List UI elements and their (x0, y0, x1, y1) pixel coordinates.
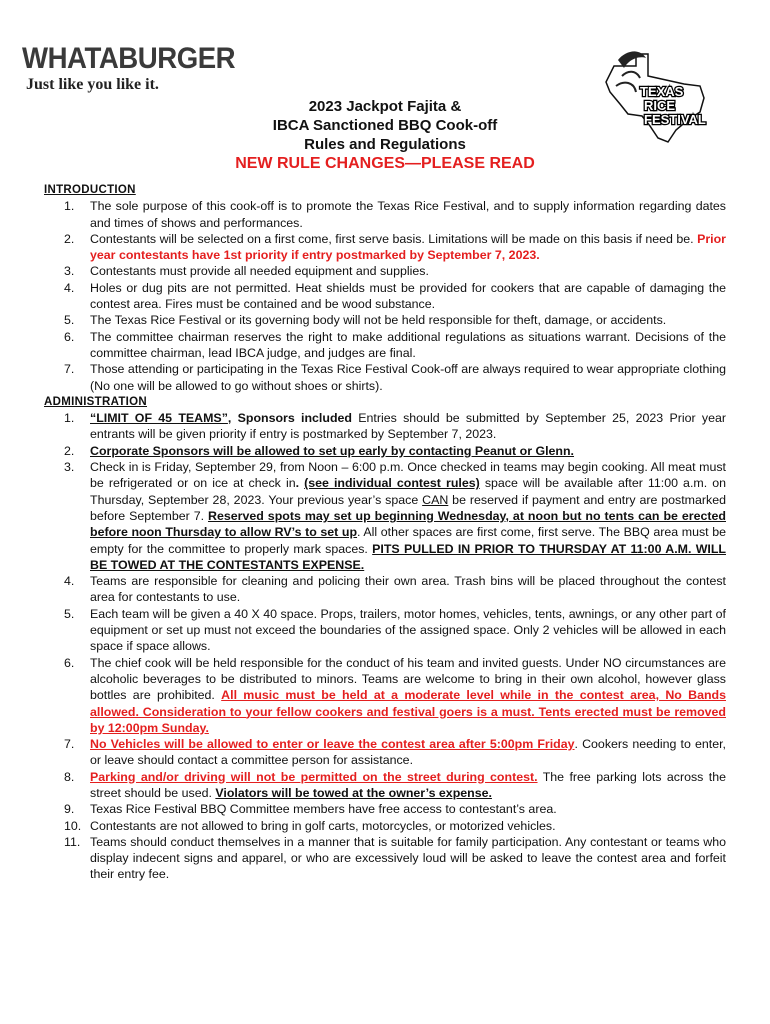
list-item: 6. The chief cook will be held responsible for the conduct of his team and invited guests. Under NO circumstances are alcoholic beverages to be distributed to minors. Teams are welcome to bring in their own alcohol, however glass bottles are prohibited. All music must be held at a moderate level while in the contest area, No Bands allowed. Consideration to your fellow cookers and festival goers is a must. Tents erected must be removed by 12:00pm Sunday. (64, 655, 726, 735)
section-heading-introduction: INTRODUCTION (44, 184, 136, 196)
list-item: 3. Check in is Friday, September 29, from Noon – 6:00 p.m. Once checked in teams may begin cooking. All meat must be refrigerated or on ice at check in. (see individual contest rules) space will be available after 11:00 a.m. on Thursday, September 28, 2023. Your previous year’s space CAN be reserved if payment and entry are postmarked before September 7. Reserved spots may set up beginning Wednesday, at noon but no tents can be erected before noon Thursday to allow RV’s to set up. All other spaces are first come, first serve. The BBQ area must be empty for the committee to properly mark spaces. PITS PULLED IN PRIOR TO THURSDAY AT 11:00 A.M. WILL BE TOWED AT THE CONTESTANTS EXPENSE. (64, 460, 726, 572)
logo-rice-text: RICE (644, 98, 676, 113)
list-item: 6. The committee chairman reserves the right to make additional regulations as situations warrant. Decisions of the committee chairman, lead IBCA judge, and judges are final. (64, 329, 726, 360)
list-item: 10. Contestants are not allowed to bring in golf carts, motorcycles, or motorized vehicles. (64, 818, 556, 833)
list-item: 8. Parking and/or driving will not be permitted on the street during contest. The free parking lots across the street should be used. Violators will be towed at the owner’s expense. (64, 769, 726, 800)
logo-wordmark: WHATABURGER (22, 42, 236, 75)
list-item: 5. The Texas Rice Festival or its governing body will not be held responsible for theft, damage, or accidents. (64, 313, 667, 328)
list-item: 11. Teams should conduct themselves in a manner that is suitable for family participation. Any contestant or teams who display indecent signs and apparel, or who are excessively loud will be asked to leave the contest area and forfeit their entry fee. (64, 834, 726, 882)
rules-body (44, 182, 726, 883)
list-item: 7. Those attending or participating in the Texas Rice Festival Cook-off are always required to wear appropriate clothing (No one will be allowed to go without shoes or shirts). (64, 362, 726, 393)
administration-list (44, 410, 726, 883)
list-item: 9. Texas Rice Festival BBQ Committee members have free access to contestant’s area. (64, 802, 557, 817)
whataburger-logo (22, 42, 236, 94)
section-heading-administration: ADMINISTRATION (44, 395, 148, 408)
introduction-list (44, 198, 726, 394)
list-item: 5. Each team will be given a 40 X 40 space. Props, trailers, motor homes, vehicles, tents, awnings, or any other part of equipment or set up must not exceed the boundaries of the assigned space. Only 2 vehicles will be allowed in each space if space allows. (64, 606, 726, 654)
document-title (0, 97, 770, 173)
list-item: 2. Corporate Sponsors will be allowed to set up early by contacting Peanut or Glenn. (64, 443, 575, 458)
list-item: 1. “LIMIT OF 45 TEAMS”, Sponsors included Entries should be submitted by September 25, 2023 Prior year entrants will be given priority if entry is postmarked by September 7, 2023. (64, 411, 726, 442)
list-item: 2. Contestants will be selected on a first come, first serve basis. Limitations will be made on this basis if need be. Prior year contestants have 1st priority if entry postmarked by September 7, 2023. (64, 231, 726, 263)
logo-festival-text: FESTIVAL (644, 112, 706, 127)
title-line-2: IBCA Sanctioned BBQ Cook-off (272, 117, 498, 134)
title-notice: NEW RULE CHANGES—PLEASE READ (235, 155, 535, 172)
list-item: 4. Holes or dug pits are not permitted. Heat shields must be provided for cookers that are capable of damaging the contest area. Fires must be contained and be wood substance. (64, 280, 726, 312)
logo-tagline: Just like you like it. (26, 76, 159, 93)
logo-texas-text: TEXAS (640, 84, 684, 99)
list-item: 1. The sole purpose of this cook-off is to promote the Texas Rice Festival, and to supply information regarding dates and times of shows and performances. (64, 199, 726, 230)
list-item: 3. Contestants must provide all needed equipment and supplies. (64, 264, 429, 279)
title-line-1: 2023 Jackpot Fajita & (308, 98, 462, 115)
title-line-3: Rules and Regulations (304, 136, 466, 153)
list-item: 7. No Vehicles will be allowed to enter or leave the contest area after 5:00pm Friday. Cookers needing to enter, or leave should contact a committee person for assistance. (64, 737, 726, 768)
list-item: 4. Teams are responsible for cleaning and policing their own area. Trash bins will be placed throughout the contest area for contestants to use. (64, 574, 726, 605)
